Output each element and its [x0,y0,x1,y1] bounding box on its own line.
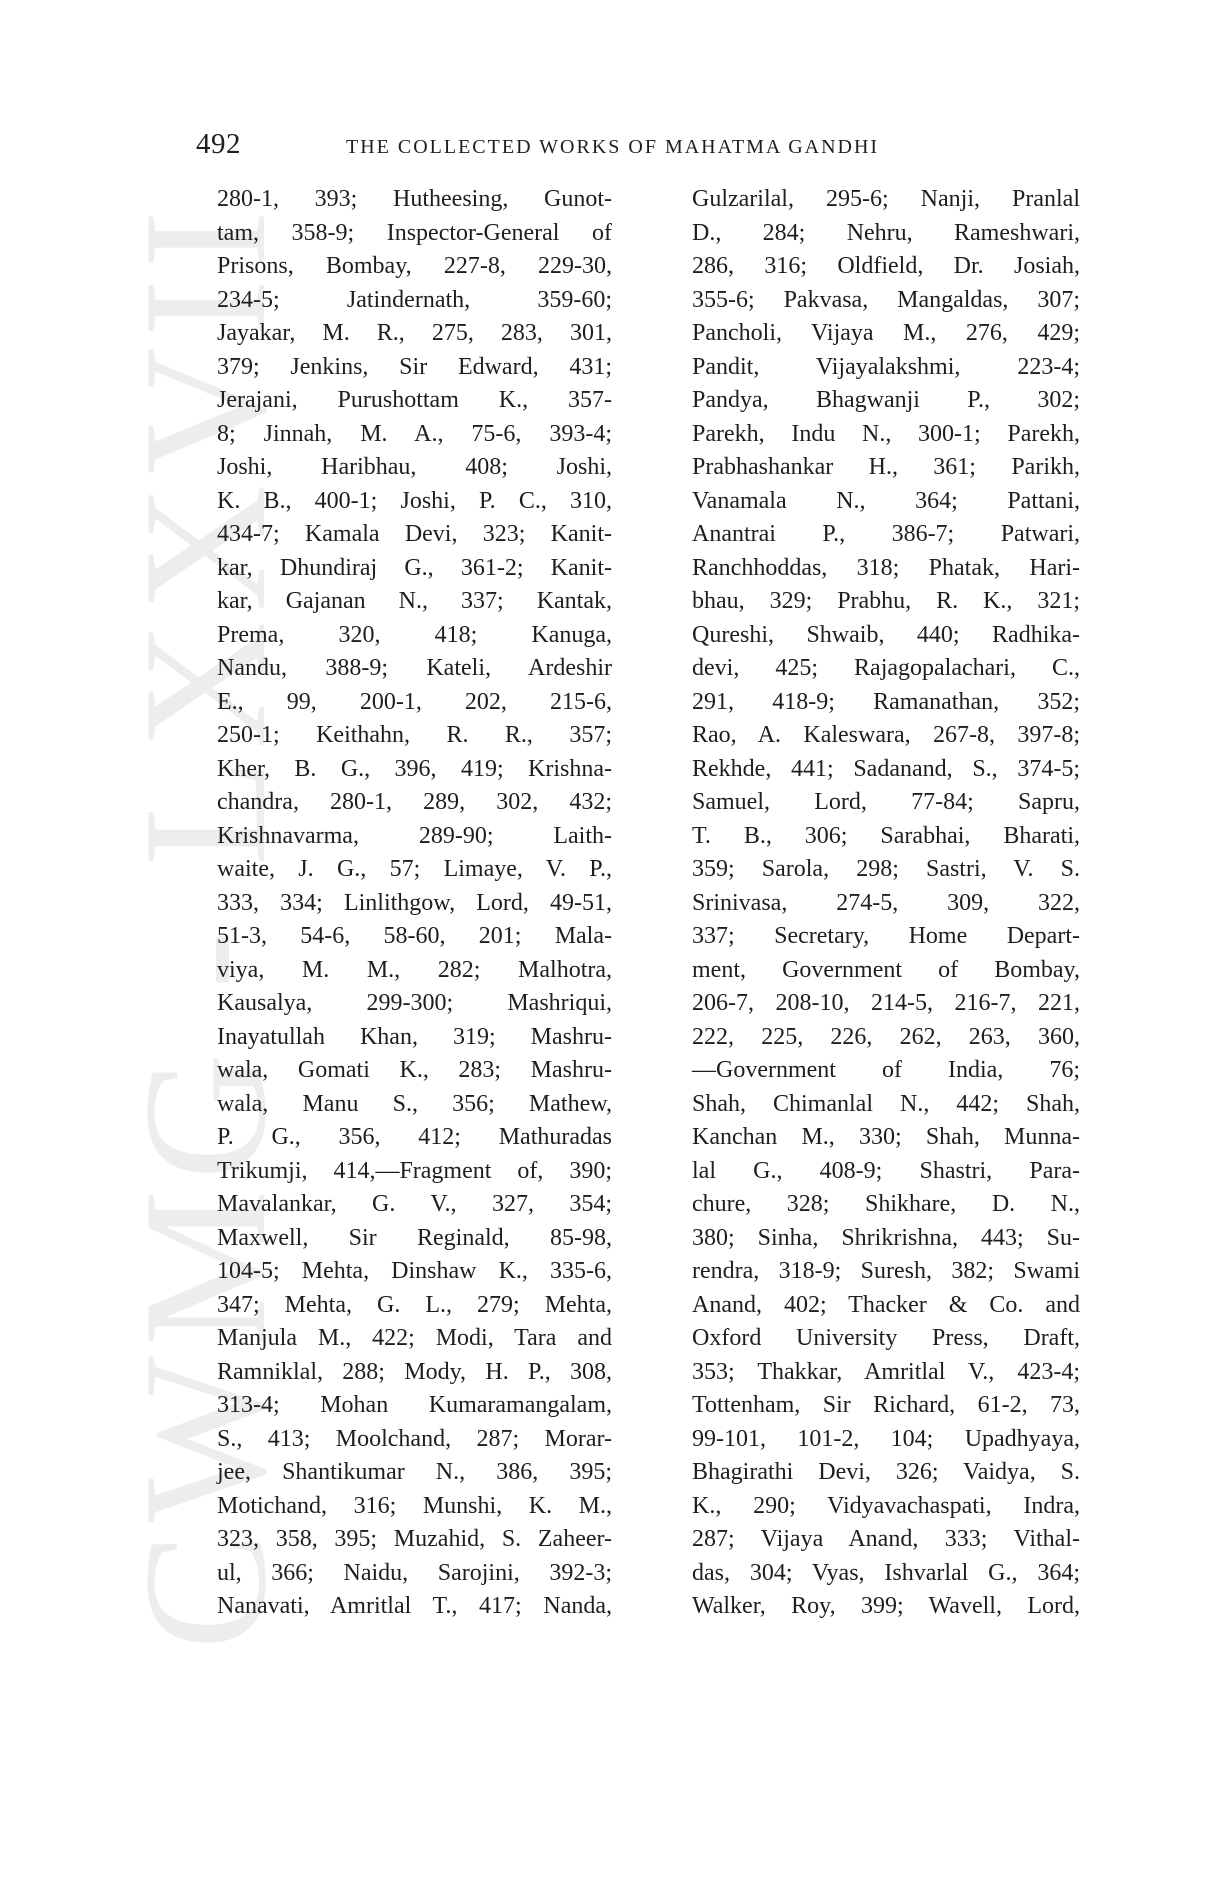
index-line: 99-101, 101-2, 104; Upadhyaya, [692,1425,1080,1452]
index-line: ment, Government of Bombay, [692,956,1080,983]
index-line: Pandya, Bhagwanji P., 302; [692,387,1080,413]
index-line: E., 99, 200-1, 202, 215-6, [217,688,612,715]
index-line: waite, J. G., 57; Limaye, V. P., [217,856,612,882]
index-line: 250-1; Keithahn, R. R., 357; [217,722,612,748]
index-line: 286, 316; Oldfield, Dr. Josiah, [692,253,1080,279]
index-line: 323, 358, 395; Muzahid, S. Zaheer- [217,1526,612,1552]
index-line: 359; Sarola, 298; Sastri, V. S. [692,856,1080,882]
page-number: 492 [196,128,241,160]
index-line: wala, Manu S., 356; Mathew, [217,1090,612,1117]
index-line: —Government of India, 76; [692,1057,1080,1083]
index-line: Pandit, Vijayalakshmi, 223-4; [692,353,1080,380]
index-line: 380; Sinha, Shrikrishna, 443; Su- [692,1224,1080,1251]
index-line: devi, 425; Rajagopalachari, C., [692,655,1080,681]
index-line: 379; Jenkins, Sir Edward, 431; [217,353,612,380]
index-line: rendra, 318-9; Suresh, 382; Swami [692,1258,1080,1284]
index-line: 234-5; Jatindernath, 359-60; [217,286,612,313]
index-line: Pancholi, Vijaya M., 276, 429; [692,320,1080,346]
index-line: 434-7; Kamala Devi, 323; Kanit- [217,521,612,547]
index-line: Jayakar, M. R., 275, 283, 301, [217,320,612,346]
index-line: P. G., 356, 412; Mathuradas [217,1124,612,1150]
index-line: Jerajani, Purushottam K., 357- [217,387,612,413]
index-line: 222, 225, 226, 262, 263, 360, [692,1023,1080,1050]
index-line: ul, 366; Naidu, Sarojini, 392-3; [217,1559,612,1586]
index-line: kar, Dhundiraj G., 361-2; Kanit- [217,554,612,581]
index-line: Oxford University Press, Draft, [692,1325,1080,1351]
index-line: Manjula M., 422; Modi, Tara and [217,1325,612,1351]
index-line: chandra, 280-1, 289, 302, 432; [217,789,612,815]
index-line: Prema, 320, 418; Kanuga, [217,621,612,648]
index-line: 280-1, 393; Hutheesing, Gunot- [217,186,612,212]
index-line: tam, 358-9; Inspector-General of [217,219,612,246]
watermark-text: CWMG - LXXVII [108,200,303,1650]
index-line: Mavalankar, G. V., 327, 354; [217,1191,612,1217]
index-column-right [692,183,1080,1624]
index-line: 337; Secretary, Home Depart- [692,923,1080,949]
index-line: viya, M. M., 282; Malhotra, [217,956,612,983]
index-line: Kausalya, 299-300; Mashriqui, [217,990,612,1016]
index-line: Motichand, 316; Munshi, K. M., [217,1492,612,1519]
index-line: Rao, A. Kaleswara, 267-8, 397-8; [692,722,1080,748]
index-line: 333, 334; Linlithgow, Lord, 49-51, [217,889,612,916]
index-line: Inayatullah Khan, 319; Mashru- [217,1023,612,1050]
index-line: Nanavati, Amritlal T., 417; Nanda, [217,1593,612,1619]
index-line: Anantrai P., 386-7; Patwari, [692,521,1080,547]
index-line: Kher, B. G., 396, 419; Krishna- [217,755,612,782]
index-line: Rekhde, 441; Sadanand, S., 374-5; [692,755,1080,782]
index-line: Trikumji, 414,—Fragment of, 390; [217,1157,612,1184]
index-line: Parekh, Indu N., 300-1; Parekh, [692,420,1080,447]
index-line: Maxwell, Sir Reginald, 85-98, [217,1224,612,1251]
index-line: Bhagirathi Devi, 326; Vaidya, S. [692,1459,1080,1485]
index-line: S., 413; Moolchand, 287; Morar- [217,1425,612,1452]
index-line: chure, 328; Shikhare, D. N., [692,1191,1080,1217]
index-line: Samuel, Lord, 77-84; Sapru, [692,789,1080,815]
index-line: Joshi, Haribhau, 408; Joshi, [217,454,612,480]
index-line: jee, Shantikumar N., 386, 395; [217,1459,612,1485]
index-line: wala, Gomati K., 283; Mashru- [217,1057,612,1083]
index-line: 287; Vijaya Anand, 333; Vithal- [692,1526,1080,1552]
index-line: K. B., 400-1; Joshi, P. C., 310, [217,487,612,514]
index-line: D., 284; Nehru, Rameshwari, [692,219,1080,246]
index-line: Ranchhoddas, 318; Phatak, Hari- [692,554,1080,581]
index-line: Gulzarilal, 295-6; Nanji, Pranlal [692,186,1080,212]
index-line: T. B., 306; Sarabhai, Bharati, [692,822,1080,849]
index-line: K., 290; Vidyavachaspati, Indra, [692,1492,1080,1519]
index-line: Prisons, Bombay, 227-8, 229-30, [217,253,612,279]
index-line: 313-4; Mohan Kumaramangalam, [217,1392,612,1418]
index-line: Tottenham, Sir Richard, 61-2, 73, [692,1392,1080,1418]
index-line: 355-6; Pakvasa, Mangaldas, 307; [692,286,1080,313]
index-line: bhau, 329; Prabhu, R. K., 321; [692,588,1080,614]
index-line: Shah, Chimanlal N., 442; Shah, [692,1090,1080,1117]
running-head: THE COLLECTED WORKS OF MAHATMA GANDHI [346,136,880,158]
index-line: 347; Mehta, G. L., 279; Mehta, [217,1291,612,1318]
index-line: Kanchan M., 330; Shah, Munna- [692,1124,1080,1150]
index-line: 353; Thakkar, Amritlal V., 423-4; [692,1358,1080,1385]
index-line: Ramniklal, 288; Mody, H. P., 308, [217,1358,612,1385]
index-line: Qureshi, Shwaib, 440; Radhika- [692,621,1080,648]
index-line: Krishnavarma, 289-90; Laith- [217,822,612,849]
index-line: 206-7, 208-10, 214-5, 216-7, 221, [692,990,1080,1016]
index-line: Nandu, 388-9; Kateli, Ardeshir [217,655,612,681]
index-line: das, 304; Vyas, Ishvarlal G., 364; [692,1559,1080,1586]
index-line: 104-5; Mehta, Dinshaw K., 335-6, [217,1258,612,1284]
index-line: Prabhashankar H., 361; Parikh, [692,454,1080,480]
index-line: Srinivasa, 274-5, 309, 322, [692,889,1080,916]
index-line: 291, 418-9; Ramanathan, 352; [692,688,1080,715]
index-column-left [217,183,612,1624]
index-line: Anand, 402; Thacker & Co. and [692,1291,1080,1318]
index-line: 8; Jinnah, M. A., 75-6, 393-4; [217,420,612,447]
index-line: lal G., 408-9; Shastri, Para- [692,1157,1080,1184]
index-line: 51-3, 54-6, 58-60, 201; Mala- [217,923,612,949]
index-line: Vanamala N., 364; Pattani, [692,487,1080,514]
index-line: kar, Gajanan N., 337; Kantak, [217,588,612,614]
index-line: Walker, Roy, 399; Wavell, Lord, [692,1593,1080,1619]
